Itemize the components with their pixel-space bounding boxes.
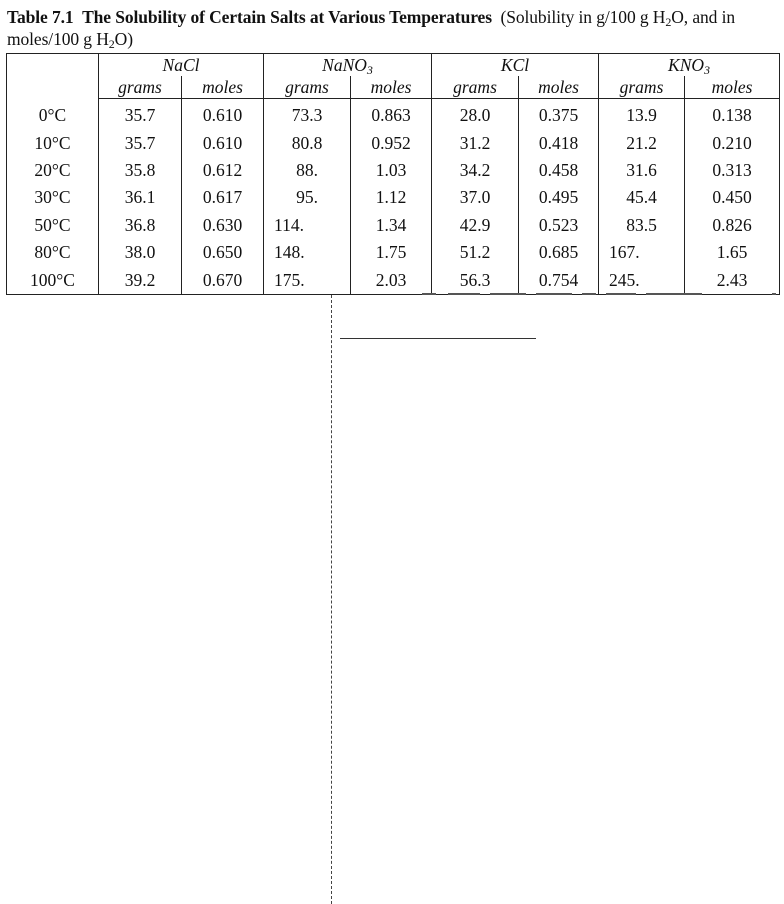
moles-cell: 0.610 bbox=[182, 129, 264, 156]
grams-cell: 45.4 bbox=[599, 184, 685, 211]
moles-cell: 0.313 bbox=[685, 157, 780, 184]
temperature-cell: 20°C bbox=[7, 157, 99, 184]
header-unit-grams: grams bbox=[599, 76, 685, 99]
temperature-cell: 100°C bbox=[7, 266, 99, 294]
grams-cell: 114. bbox=[264, 212, 351, 239]
moles-cell: 0.523 bbox=[519, 212, 599, 239]
grams-cell: 95. bbox=[264, 184, 351, 211]
header-salt-nano3: NaNO$_3$ bbox=[264, 54, 432, 77]
header-row-units bbox=[7, 76, 780, 99]
header-unit-moles: moles bbox=[351, 76, 432, 99]
moles-cell: 0.826 bbox=[685, 212, 780, 239]
table-row bbox=[7, 157, 780, 184]
grams-cell: 35.7 bbox=[99, 129, 182, 156]
grams-cell: 167. bbox=[599, 239, 685, 266]
grams-cell: 39.2 bbox=[99, 266, 182, 294]
moles-cell: 1.03 bbox=[351, 157, 432, 184]
table-row bbox=[7, 184, 780, 211]
grams-cell: 42.9 bbox=[432, 212, 519, 239]
grams-cell: 13.9 bbox=[599, 99, 685, 130]
grams-cell: 35.7 bbox=[99, 99, 182, 130]
header-unit-moles: moles bbox=[685, 76, 780, 99]
moles-cell: 0.754 bbox=[519, 266, 599, 294]
temperature-cell: 30°C bbox=[7, 184, 99, 211]
moles-cell: 1.34 bbox=[351, 212, 432, 239]
table-label: Table 7.1 bbox=[7, 7, 74, 27]
table-note: (Solubility in g/100 g $H_2O$, and in moles/100 g $H_2O$) bbox=[7, 7, 735, 51]
table-caption bbox=[7, 6, 782, 50]
temperature-cell: 10°C bbox=[7, 129, 99, 156]
table-row bbox=[7, 99, 780, 130]
temperature-cell: 50°C bbox=[7, 212, 99, 239]
moles-cell: 1.12 bbox=[351, 184, 432, 211]
table-title: The Solubility of Certain Salts at Various Temperatures bbox=[82, 7, 492, 27]
header-unit-moles: moles bbox=[182, 76, 264, 99]
moles-cell: 2.03 bbox=[351, 266, 432, 294]
moles-cell: 0.685 bbox=[519, 239, 599, 266]
grams-cell: 73.3 bbox=[264, 99, 351, 130]
moles-cell: 1.75 bbox=[351, 239, 432, 266]
grams-cell: 83.5 bbox=[599, 212, 685, 239]
header-unit-grams: grams bbox=[432, 76, 519, 99]
grams-cell: 21.2 bbox=[599, 129, 685, 156]
moles-cell: 0.670 bbox=[182, 266, 264, 294]
grams-cell: 36.1 bbox=[99, 184, 182, 211]
table-row bbox=[7, 129, 780, 156]
grams-cell: 56.3 bbox=[432, 266, 519, 294]
grams-cell: 28.0 bbox=[432, 99, 519, 130]
moles-cell: 0.375 bbox=[519, 99, 599, 130]
table-row bbox=[7, 266, 780, 294]
moles-cell: 0.418 bbox=[519, 129, 599, 156]
grams-cell: 148. bbox=[264, 239, 351, 266]
moles-cell: 2.43 bbox=[685, 266, 780, 294]
grams-cell: 37.0 bbox=[432, 184, 519, 211]
moles-cell: 0.630 bbox=[182, 212, 264, 239]
moles-cell: 0.210 bbox=[685, 129, 780, 156]
grams-cell: 88. bbox=[264, 157, 351, 184]
moles-cell: 0.863 bbox=[351, 99, 432, 130]
solubility-table bbox=[6, 53, 780, 295]
moles-cell: 0.450 bbox=[685, 184, 780, 211]
grams-cell: 175. bbox=[264, 266, 351, 294]
moles-cell: 0.138 bbox=[685, 99, 780, 130]
grams-cell: 38.0 bbox=[99, 239, 182, 266]
moles-cell: 0.650 bbox=[182, 239, 264, 266]
moles-cell: 0.610 bbox=[182, 99, 264, 130]
header-unit-moles: moles bbox=[519, 76, 599, 99]
grams-cell: 34.2 bbox=[432, 157, 519, 184]
grams-cell: 35.8 bbox=[99, 157, 182, 184]
header-salt-kcl: KCl bbox=[432, 54, 599, 77]
header-salt-kno3: $KNO_3$ bbox=[599, 54, 780, 77]
moles-cell: 1.65 bbox=[685, 239, 780, 266]
answer-blank-line bbox=[340, 338, 536, 339]
moles-cell: 0.612 bbox=[182, 157, 264, 184]
grams-cell: 51.2 bbox=[432, 239, 519, 266]
header-unit-grams: grams bbox=[264, 76, 351, 99]
header-unit-grams: grams bbox=[99, 76, 182, 99]
column-divider-dashed bbox=[331, 295, 332, 904]
moles-cell: 0.952 bbox=[351, 129, 432, 156]
header-salt-nacl: NaCl bbox=[99, 54, 264, 77]
grams-cell: 31.6 bbox=[599, 157, 685, 184]
grams-cell: 245. bbox=[599, 266, 685, 294]
header-row-salts bbox=[7, 54, 780, 77]
grams-cell: 80.8 bbox=[264, 129, 351, 156]
grams-cell: 31.2 bbox=[432, 129, 519, 156]
header-corner bbox=[7, 54, 99, 99]
moles-cell: 0.617 bbox=[182, 184, 264, 211]
moles-cell: 0.495 bbox=[519, 184, 599, 211]
table-row bbox=[7, 212, 780, 239]
cropped-text-fragment bbox=[340, 293, 780, 296]
temperature-cell: 80°C bbox=[7, 239, 99, 266]
moles-cell: 0.458 bbox=[519, 157, 599, 184]
table-row bbox=[7, 239, 780, 266]
grams-cell: 36.8 bbox=[99, 212, 182, 239]
temperature-cell: 0°C bbox=[7, 99, 99, 130]
